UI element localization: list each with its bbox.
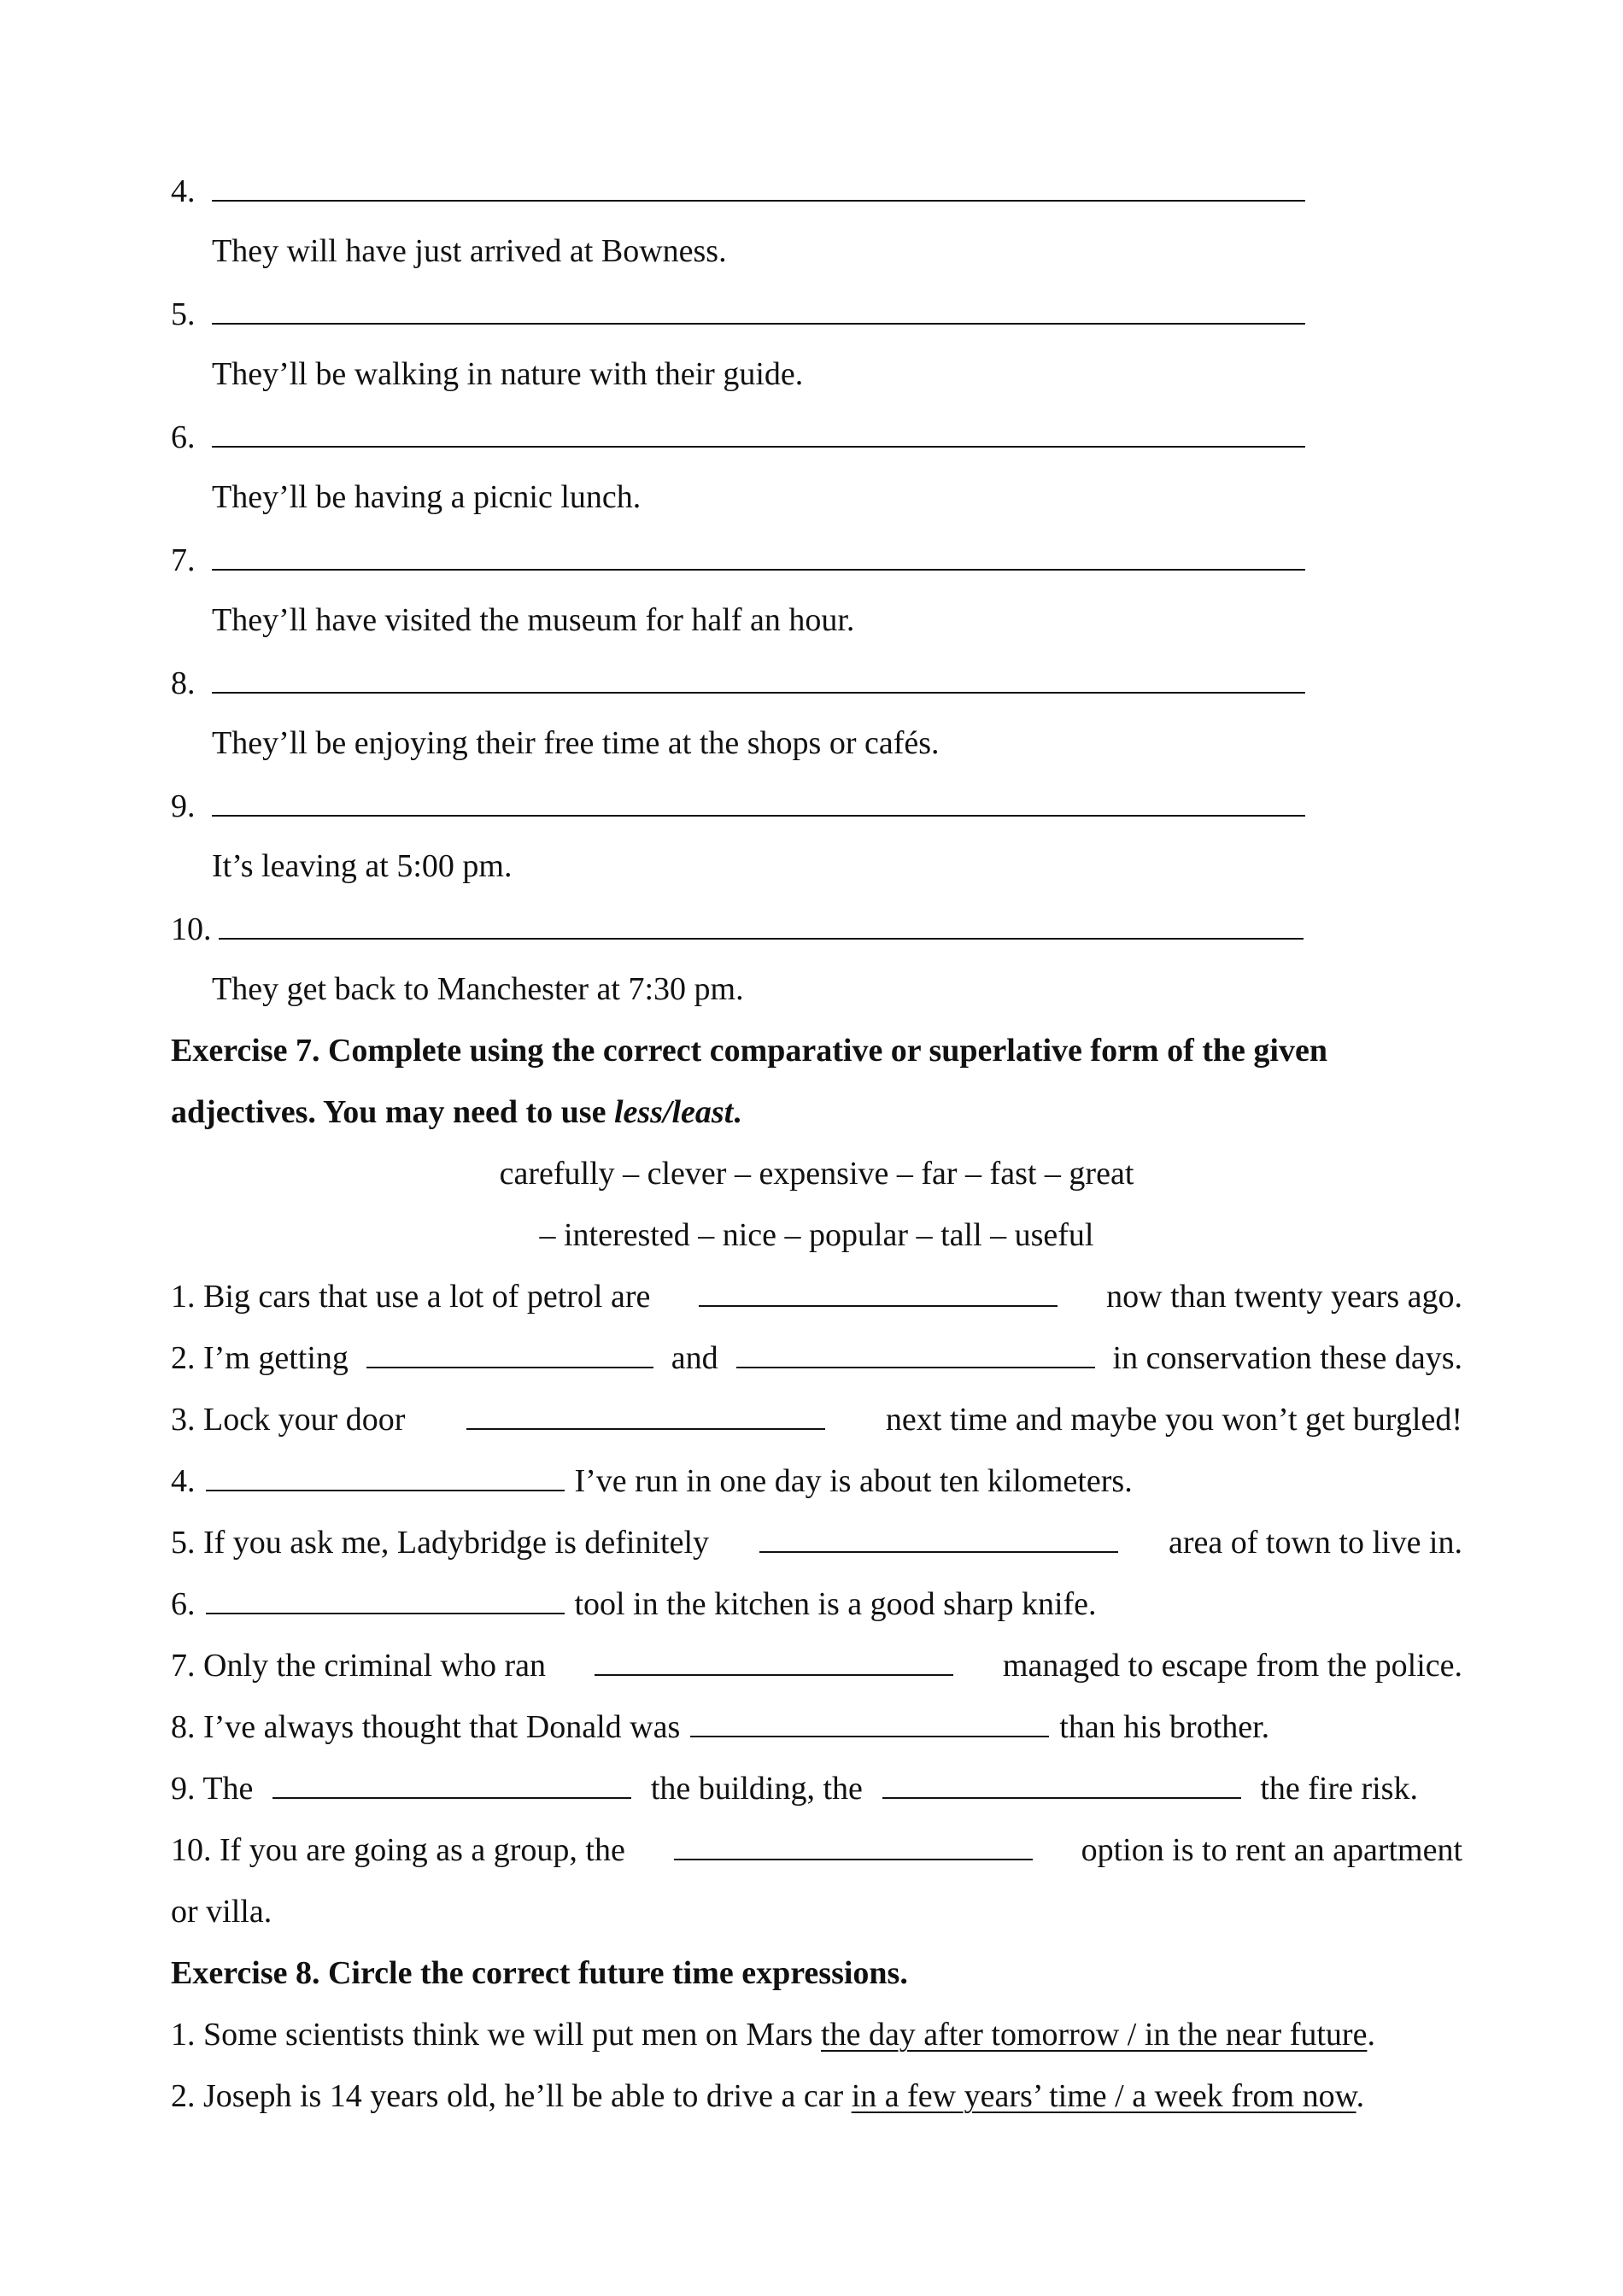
answer-blank[interactable] [595,1643,953,1676]
answer-blank[interactable] [212,290,1305,325]
item-text: 2. Joseph is 14 years old, he’ll be able to drive a car [171,2078,852,2114]
ex6-answer-6: They’ll be having a picnic lunch. [212,479,642,515]
answer-blank[interactable] [690,1705,1049,1737]
answer-blank[interactable] [736,1336,1095,1368]
ex7-item-10 [171,1828,1462,1872]
ex7-item-7 [171,1643,1462,1688]
ex8-item-1 [171,2012,1462,2057]
answer-blank[interactable] [206,1582,565,1614]
ex7-item-6 [171,1582,1196,1626]
ex6-item-4 [171,167,1462,214]
ex6-answer-5: They’ll be walking in nature with their guide. [212,356,804,392]
item-number: 8. [171,665,196,701]
item-text: 3. Lock your door [171,1402,406,1438]
ex7-item-3 [171,1397,1462,1442]
ex7-item-9 [171,1766,1418,1811]
word-bank-line-2: – interested – nice – popular – tall – useful [539,1217,1094,1253]
ex6-item-5 [171,290,1462,337]
ex6-item-7 [171,536,1462,583]
item-number: 5. [171,296,196,332]
item-text: I’ve run in one day is about ten kilometers. [574,1463,1133,1499]
ex8-item-2 [171,2074,1462,2118]
item-end: . [1367,2017,1375,2053]
answer-blank[interactable] [366,1336,653,1368]
choice-options[interactable]: in a few years’ time / a week from now [851,2078,1356,2114]
item-number: 4. [171,173,196,209]
item-text: now than twenty years ago. [1106,1279,1462,1315]
answer-blank[interactable] [272,1766,631,1799]
answer-blank[interactable] [212,413,1305,448]
item-text: the fire risk. [1260,1771,1418,1807]
answer-blank[interactable] [759,1520,1118,1553]
answer-blank[interactable] [219,905,1304,940]
ex7-title: Exercise 7. Complete using the correct comparative or superlative form of the given [171,1033,1327,1069]
ex7-item-2 [171,1336,1462,1380]
ex6-item-6 [171,413,1462,460]
item-number: 10. [171,911,212,947]
ex6-answer-8: They’ll be enjoying their free time at the shops or cafés. [212,725,940,761]
ex7-title-text: adjectives. You may need to use [171,1094,614,1130]
answer-blank[interactable] [212,167,1305,202]
ex7-title-italic: less/least [613,1094,734,1130]
item-text: tool in the kitchen is a good sharp knife. [574,1586,1097,1622]
ex6-item-8 [171,659,1462,706]
ex6-item-10 [171,905,1462,952]
item-text: 4. [171,1463,196,1499]
item-text: option is to rent an apartment [1081,1832,1462,1868]
item-text: managed to escape from the police. [1002,1648,1462,1684]
item-text: 7. Only the criminal who ran [171,1648,547,1684]
item-end: . [1356,2078,1365,2114]
item-text: 10. If you are going as a group, the [171,1832,625,1868]
item-text: and [671,1340,718,1376]
ex7-item-5 [171,1520,1462,1565]
item-text: 6. [171,1586,196,1622]
ex6-item-9 [171,782,1462,829]
answer-blank[interactable] [212,782,1305,817]
answer-blank[interactable] [699,1274,1058,1307]
answer-blank[interactable] [882,1766,1241,1799]
ex6-answer-9: It’s leaving at 5:00 pm. [212,848,513,884]
item-text: 2. I’m getting [171,1340,349,1376]
item-number: 6. [171,419,196,455]
answer-blank[interactable] [206,1459,565,1491]
item-text: than his brother. [1059,1709,1270,1745]
word-bank-line-1: carefully – clever – expensive – far – fast – great [499,1156,1134,1192]
item-number: 9. [171,788,196,824]
ex6-answer-4: They will have just arrived at Bowness. [212,233,727,269]
ex7-item-1 [171,1274,1462,1319]
ex7-item-10-cont: or villa. [171,1894,272,1930]
choice-options[interactable]: the day after tomorrow / in the near future [821,2017,1368,2053]
ex7-item-8 [171,1705,1367,1749]
ex6-answer-10: They get back to Manchester at 7:30 pm. [212,971,744,1007]
ex6-answer-7: They’ll have visited the museum for half an hour. [212,602,855,638]
item-text: area of town to live in. [1168,1525,1462,1561]
answer-blank[interactable] [674,1828,1033,1860]
item-text: 9. The [171,1771,254,1807]
item-text: 5. If you ask me, Ladybridge is definitely [171,1525,710,1561]
ex8-title: Exercise 8. Circle the correct future time expressions. [171,1955,908,1991]
item-text: the building, the [650,1771,863,1807]
answer-blank[interactable] [212,536,1305,571]
answer-blank[interactable] [212,659,1305,694]
item-text: next time and maybe you won’t get burgled! [885,1402,1462,1438]
item-text: 1. Big cars that use a lot of petrol are [171,1279,651,1315]
item-text: in conservation these days. [1112,1340,1462,1376]
ex7-title-end: . [733,1094,741,1130]
answer-blank[interactable] [466,1397,825,1430]
item-text: 1. Some scientists think we will put men on Mars [171,2017,822,2053]
ex7-item-4 [171,1459,1196,1503]
ex7-title-cont [171,1090,1462,1134]
item-number: 7. [171,542,196,578]
item-text: 8. I’ve always thought that Donald was [171,1709,681,1745]
